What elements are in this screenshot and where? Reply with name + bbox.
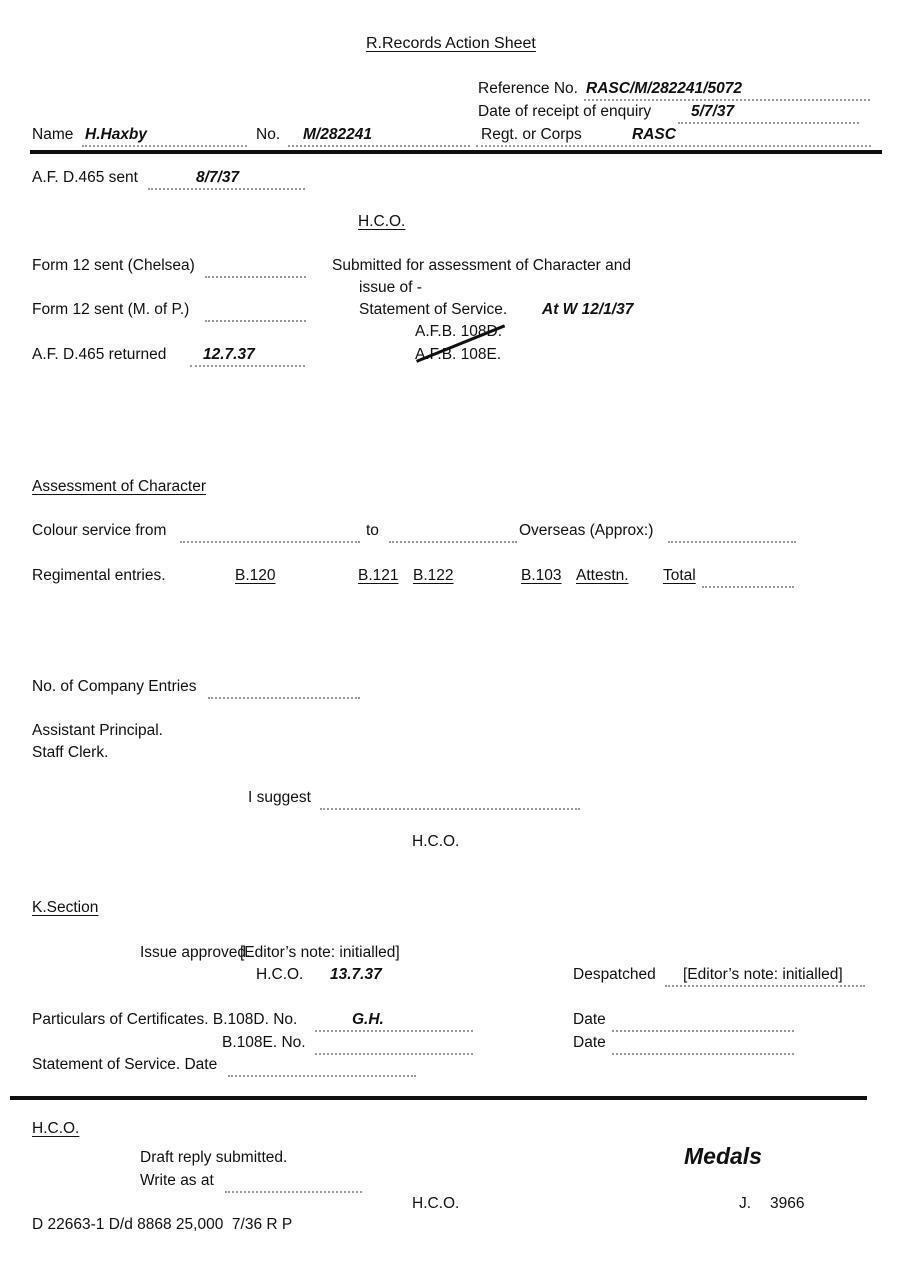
issue-approved-label: Issue approved. <box>140 944 251 961</box>
statement-of-service-label: Statement of Service. <box>359 301 508 318</box>
form12-chelsea-fill-line <box>205 276 306 278</box>
page-title: R.Records Action Sheet <box>366 35 536 52</box>
name-fill-line <box>82 145 247 147</box>
despatched-label: Despatched <box>573 966 656 983</box>
reference-no-fill-line <box>584 99 870 101</box>
regimental-entry-total: Total <box>663 567 696 584</box>
service-no-fill-line <box>288 145 470 147</box>
staff-clerk-label: Staff Clerk. <box>32 744 109 761</box>
reference-no-label: Reference No. <box>478 80 578 97</box>
name-label: Name <box>32 126 74 143</box>
statement-of-service-date-fill-line <box>228 1075 416 1077</box>
regimental-entry-attestn: Attestn. <box>576 567 629 584</box>
assistant-principal-label: Assistant Principal. <box>32 722 163 739</box>
submitted-line-2: issue of - <box>359 279 422 296</box>
header-divider-rule <box>30 150 882 154</box>
name-value: H.Haxby <box>85 126 148 143</box>
reference-no-value: RASC/M/282241/5072 <box>586 80 742 97</box>
i-suggest-fill-line <box>320 808 580 810</box>
footer-divider-rule <box>10 1096 867 1100</box>
print-code: D 22663-1 D/d 8868 25,000 7/36 R P <box>32 1216 293 1233</box>
af-d465-returned-fill-line <box>190 365 305 367</box>
medals-number: 3966 <box>770 1195 805 1212</box>
form12-mop-fill-line <box>205 320 306 322</box>
regimental-entry-b122: B.122 <box>413 567 454 584</box>
k-section-heading: K.Section <box>32 899 99 916</box>
write-as-at-label: Write as at <box>140 1172 214 1189</box>
statement-of-service-date-label: Statement of Service. Date <box>32 1056 218 1073</box>
colour-service-from-label: Colour service from <box>32 522 167 539</box>
af-d465-returned-value: 12.7.37 <box>203 346 255 363</box>
company-entries-fill-line <box>208 697 360 699</box>
form12-mop-label: Form 12 sent (M. of P.) <box>32 301 190 318</box>
particulars-of-certificates-fill-line <box>315 1030 473 1032</box>
k-section-hco-date: 13.7.37 <box>330 966 382 983</box>
date-of-receipt-label: Date of receipt of enquiry <box>478 103 652 120</box>
assessment-hco-signature: H.C.O. <box>412 833 460 850</box>
write-as-at-fill-line <box>225 1191 362 1193</box>
b108e-no-fill-line <box>315 1053 473 1055</box>
i-suggest-label: I suggest <box>248 789 311 806</box>
regimental-entries-label: Regimental entries. <box>32 567 166 584</box>
particulars-of-certificates-label: Particulars of Certificates. B.108D. No. <box>32 1011 298 1028</box>
hco-section-heading: H.C.O. <box>358 213 406 230</box>
regt-or-corps-fill-line <box>476 145 871 147</box>
form12-chelsea-label: Form 12 sent (Chelsea) <box>32 257 195 274</box>
afb-108d-label: A.F.B. 108D. <box>415 323 503 340</box>
assessment-of-character-heading: Assessment of Character <box>32 478 207 495</box>
service-no-value: M/282241 <box>303 126 372 143</box>
afb-108e-label: A.F.B. 108E. <box>415 346 502 363</box>
draft-reply-submitted-label: Draft reply submitted. <box>140 1149 288 1166</box>
despatch-date-fill-line-1 <box>612 1030 794 1032</box>
colour-service-to-label: to <box>366 522 379 539</box>
overseas-approx-fill-line <box>668 541 796 543</box>
colour-service-from-fill-line <box>180 541 360 543</box>
af-d465-returned-label: A.F. D.465 returned <box>32 346 167 363</box>
colour-service-to-fill-line <box>389 541 517 543</box>
af-d465-sent-value: 8/7/37 <box>196 169 240 186</box>
k-section-hco-label: H.C.O. <box>256 966 304 983</box>
regimental-entry-b120: B.120 <box>235 567 276 584</box>
regt-or-corps-value: RASC <box>632 126 676 143</box>
despatched-editor-note: [Editor’s note: initialled] <box>683 966 843 983</box>
medals-label: Medals <box>684 1143 762 1169</box>
regimental-entry-b103: B.103 <box>521 567 562 584</box>
regimental-entry-b121: B.121 <box>358 567 399 584</box>
af-d465-sent-label: A.F. D.465 sent <box>32 169 138 186</box>
medals-initial: J. <box>739 1195 752 1212</box>
regimental-entry-total-fill-line <box>702 586 794 588</box>
af-d465-sent-fill-line <box>148 188 305 190</box>
service-no-label: No. <box>256 126 281 143</box>
issue-approved-editor-note: [Editor’s note: initialled] <box>240 944 400 961</box>
statement-of-service-value: At W 12/1/37 <box>542 301 634 318</box>
despatch-date-label-2: Date <box>573 1034 606 1051</box>
despatched-fill-line <box>665 985 865 987</box>
footer-hco-heading: H.C.O. <box>32 1120 80 1137</box>
regt-or-corps-label: Regt. or Corps <box>481 126 582 143</box>
submitted-line-1: Submitted for assessment of Character and <box>332 257 631 274</box>
date-of-receipt-fill-line <box>678 122 859 124</box>
particulars-of-certificates-value: G.H. <box>352 1011 384 1028</box>
footer-hco-signature: H.C.O. <box>412 1195 460 1212</box>
despatch-date-label-1: Date <box>573 1011 606 1028</box>
b108e-no-label: B.108E. No. <box>222 1034 306 1051</box>
date-of-receipt-value: 5/7/37 <box>691 103 735 120</box>
overseas-approx-label: Overseas (Approx:) <box>519 522 654 539</box>
despatch-date-fill-line-2 <box>612 1053 794 1055</box>
company-entries-label: No. of Company Entries <box>32 678 197 695</box>
